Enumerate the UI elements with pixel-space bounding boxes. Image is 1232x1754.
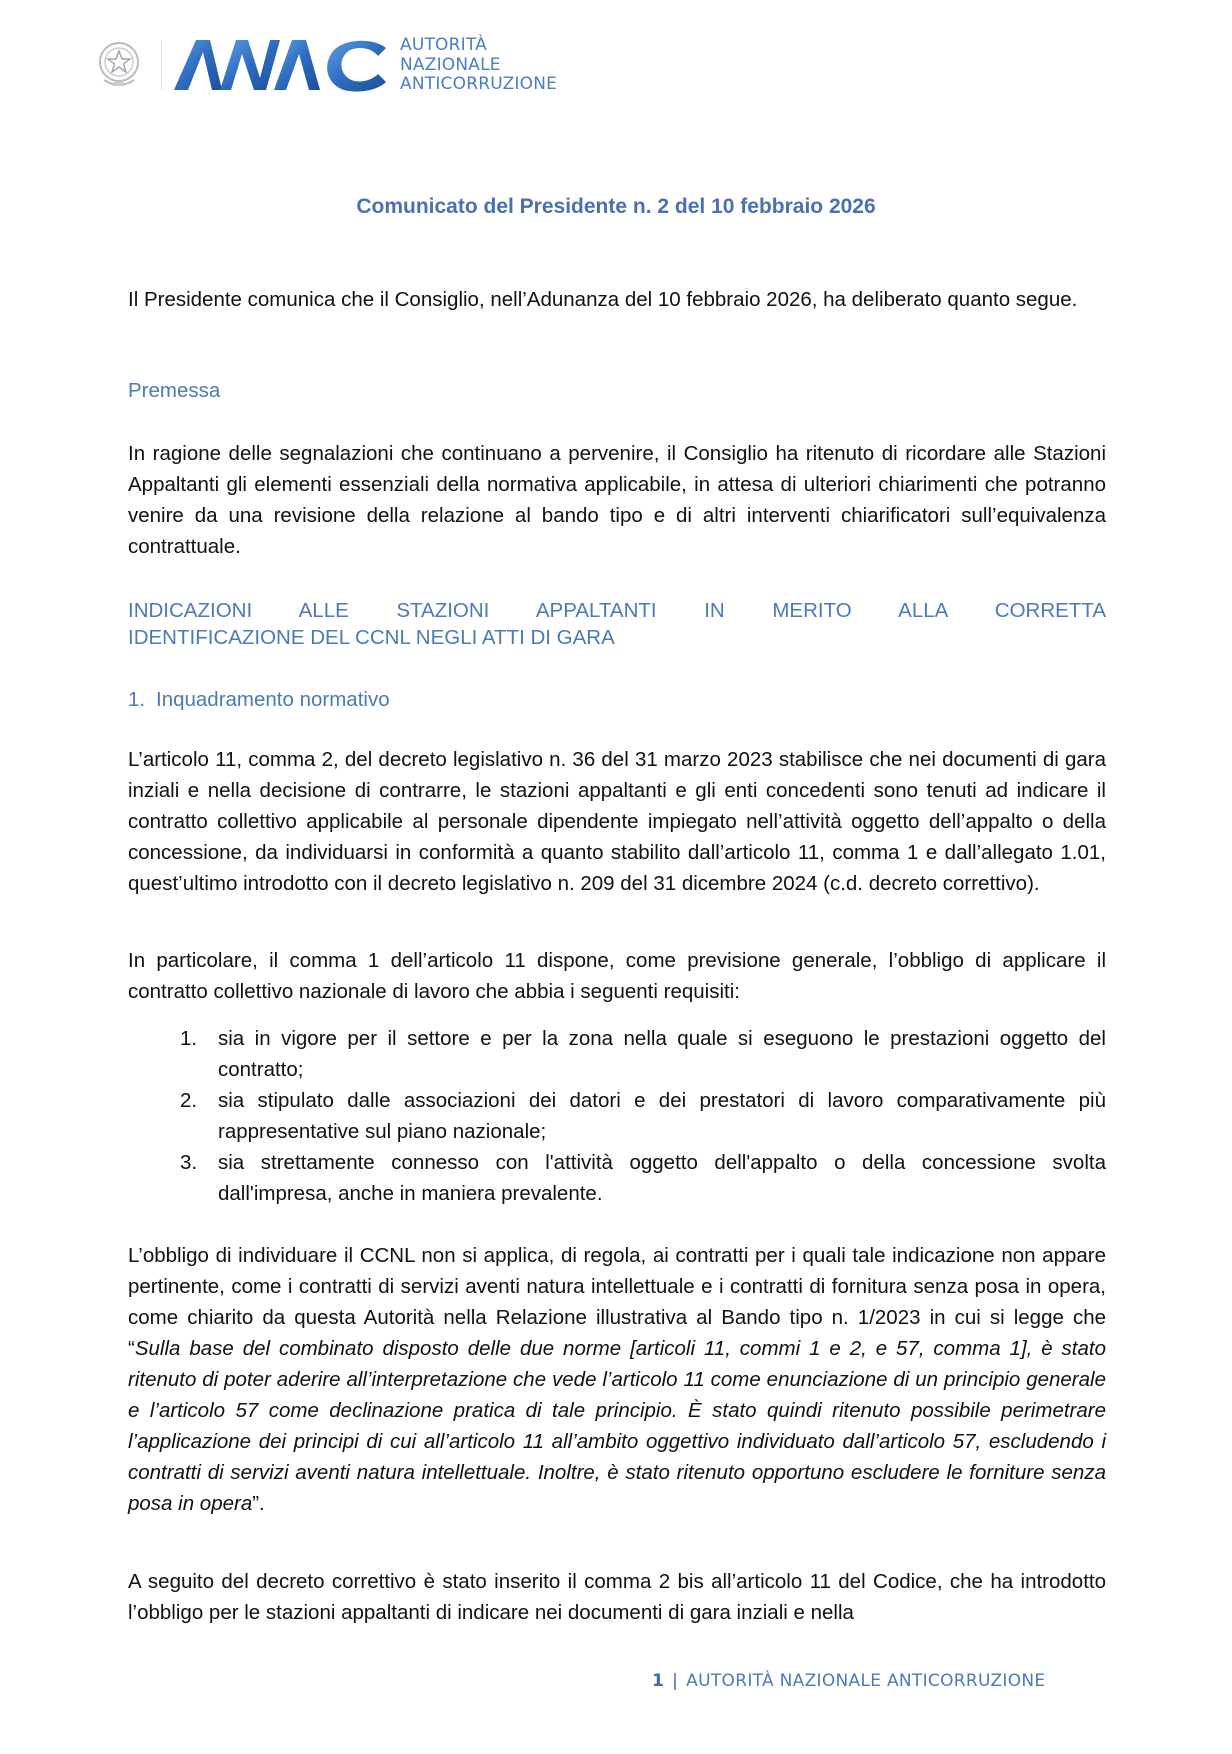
quoted-text: Sulla base del combinato disposto delle due norme [articoli 11, commi 1 e 2, e 57, comma 1], è stato ritenuto di poter aderire all’interpretazione che vede l’articolo 11 come enunciazione di un principio generale e l’articolo 57 come declinazione pratica di tale principio. È stato quindi ritenuto possibile perimetrare l’applicazione dei principi di cui all’articolo 11 all’ambito oggettivo individuato dall’articolo 57, escludendo i contratti di servizi aventi natura intellettuale. Inoltre, è stato ritenuto opportuno escludere le forniture senza posa in opera — [128, 1337, 1106, 1515]
list-item — [180, 1023, 1106, 1085]
org-name-line: NAZIONALE — [400, 54, 501, 75]
org-name-line: AUTORITÀ — [400, 35, 487, 55]
subsection-number: 1. — [128, 688, 146, 711]
list-item-number: 1. — [180, 1027, 198, 1050]
page-footer — [652, 1671, 1045, 1691]
footer-org-name: AUTORITÀ NAZIONALE ANTICORRUZIONE — [686, 1671, 1046, 1691]
list-item-text: sia strettamente connesso con l'attività oggetto dell'appalto o della concessione svolta dall'impresa, anche in maniera prevalente. — [218, 1151, 1106, 1205]
subsection-heading — [128, 686, 390, 713]
section-heading — [128, 597, 1106, 651]
section-heading-line-1: INDICAZIONI ALLE STAZIONI APPALTANTI IN MERITO ALLA CORRETTA — [128, 599, 1106, 622]
paragraph-comma-2-bis: A seguito del decreto correttivo è stato inserito il comma 2 bis all’articolo 11 del Codice, che ha introdotto l’obbligo per le stazioni appaltanti di indicare nei documenti di gara inziali e nella — [128, 1570, 1106, 1624]
list-item-number: 3. — [180, 1151, 198, 1174]
page-header — [96, 36, 656, 94]
footer-separator: | — [672, 1671, 679, 1691]
list-item — [180, 1085, 1106, 1147]
section-heading-line-2: IDENTIFICAZIONE DEL CCNL NEGLI ATTI DI GARA — [128, 626, 615, 649]
paragraph-article-11: L’articolo 11, comma 2, del decreto legislativo n. 36 del 31 marzo 2023 stabilisce che nei documenti di gara inziali e nella decisione di contrarre, le stazioni appaltanti e gli enti concedenti sono tenuti ad indicare il contratto collettivo applicabile al personale dipendente impiegato nell’attività oggetto dell’appalto o della concessione, da individuarsi in conformità a quanto stabilito dall’articolo 11, comma 1 e dall’allegato 1.01, quest’ultimo introdotto con il decreto legislativo n. 209 del 31 dicembre 2024 (c.d. decreto correttivo). — [128, 748, 1106, 895]
premessa-paragraph: In ragione delle segnalazioni che continuano a pervenire, il Consiglio ha ritenuto di ricordare alle Stazioni Appaltanti gli elementi essenziali della normativa applicabile, in attesa di ulteriori chiarimenti che potranno venire da una revisione della relazione al bando tipo e di altri interventi chiarificatori sull’equivalenza contrattuale. — [128, 442, 1106, 558]
list-item-text: sia in vigore per il settore e per la zona nella quale si eseguono le prestazioni oggetto del contratto; — [218, 1027, 1106, 1081]
italian-republic-emblem-icon — [96, 36, 142, 92]
requirements-list — [180, 1023, 1106, 1209]
paragraph-tail: ”. — [252, 1492, 265, 1515]
premessa-heading: Premessa — [128, 379, 221, 402]
org-name-line: ANTICORRUZIONE — [400, 74, 558, 94]
page-number: 1 — [652, 1671, 665, 1691]
document-title: Comunicato del Presidente n. 2 del 10 febbraio 2026 — [356, 195, 876, 218]
paragraph-lead: L’obbligo di individuare il CCNL non si applica, di regola, ai contratti per i quali tale indicazione non appare pertinente, come i contratti di servizi aventi natura intellettuale e i contratti di fornitura senza posa in opera, come chiarito da questa Autorità nella Relazione illustrativa al Bando tipo n. 1/2023 in cui si legge che “ — [128, 1244, 1106, 1360]
list-item-number: 2. — [180, 1089, 198, 1112]
paragraph-requirements-intro: In particolare, il comma 1 dell’articolo 11 dispone, come previsione generale, l’obbligo di applicare il contratto collettivo nazionale di lavoro che abbia i seguenti requisiti: — [128, 949, 1106, 1003]
subsection-title: Inquadramento normativo — [156, 688, 390, 711]
header-divider — [161, 40, 162, 90]
org-name — [400, 36, 557, 95]
list-item — [180, 1147, 1106, 1209]
list-item-text: sia stipulato dalle associazioni dei datori e dei prestatori di lavoro comparativamente più rappresentative sul piano nazionale; — [218, 1089, 1106, 1143]
anac-logo — [174, 38, 390, 92]
paragraph-ccnl-exception — [128, 1240, 1106, 1519]
intro-paragraph: Il Presidente comunica che il Consiglio, nell’Adunanza del 10 febbraio 2026, ha deliberato quanto segue. — [128, 288, 1078, 311]
